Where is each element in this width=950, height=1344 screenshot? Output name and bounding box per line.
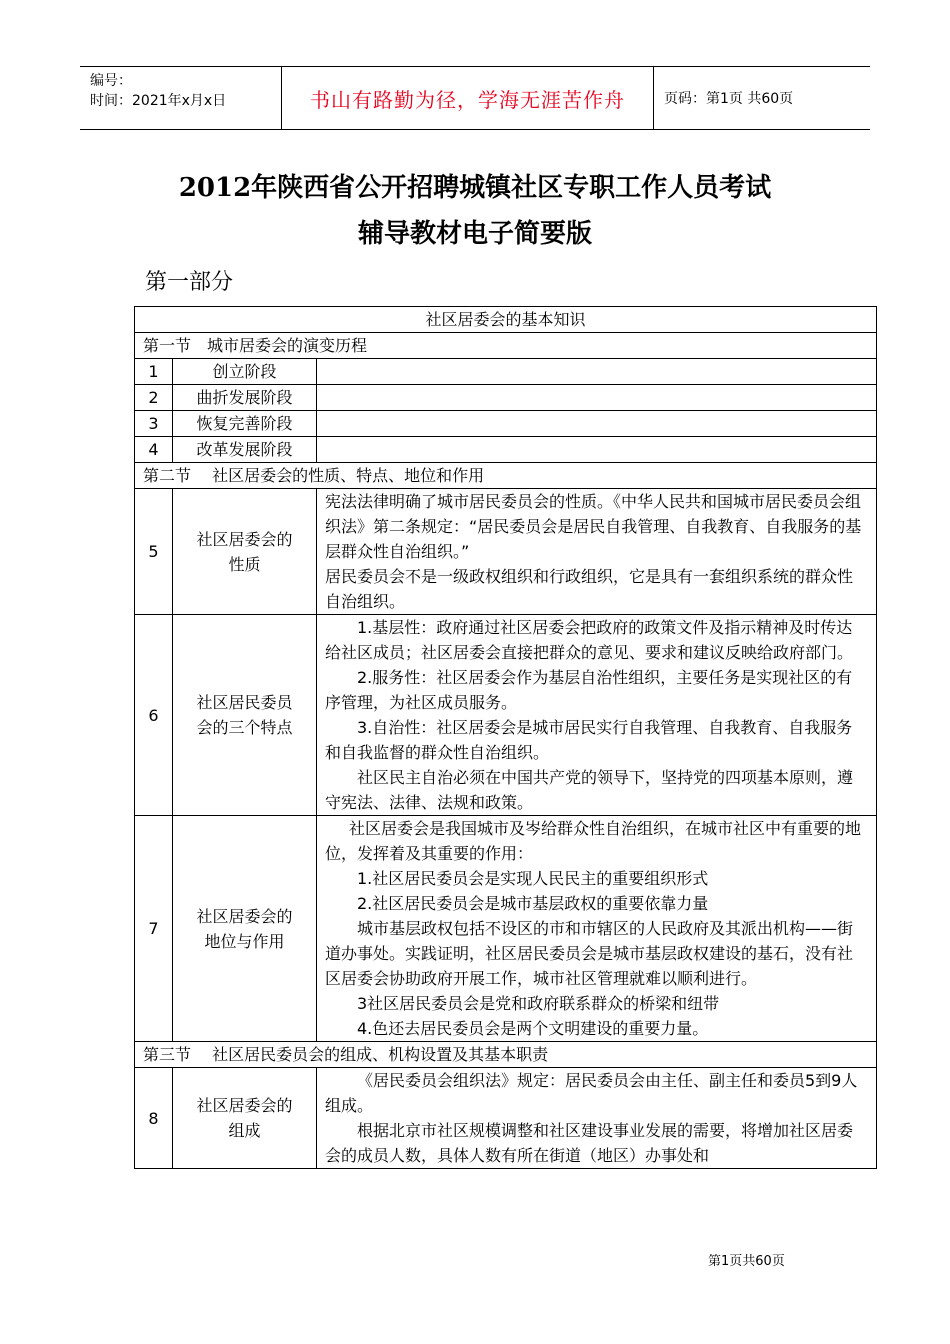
- paragraph: 3社区居民委员会是党和政府联系群众的桥梁和纽带: [357, 994, 720, 1013]
- row-number: 8: [135, 1068, 173, 1169]
- document-title-line1: 2012年陕西省公开招聘城镇社区专职工作人员考试: [178, 173, 772, 203]
- row-item-line: 社区居委会的: [196, 529, 293, 549]
- paragraph: 社区民主自治必须在中国共产党的领导下，坚持党的四项基本原则，遵守宪法、法律、法规和政策。: [325, 768, 854, 812]
- paragraph: 1.社区居民委员会是实现人民民主的重要组织形式: [357, 869, 709, 888]
- row-item: [173, 1068, 317, 1169]
- table-row: [135, 437, 877, 463]
- paragraph: 宪法法律明确了城市居民委员会的性质。《中华人民共和国城市居民委员会组织法》第二条规定：“居民委员会是居民自我管理、自我教育、自我服务的基层群众性自治组织。”: [325, 492, 862, 561]
- knowledge-table: [134, 306, 877, 1169]
- row-number: 2: [135, 385, 173, 411]
- row-number: 3: [135, 411, 173, 437]
- paragraph: 社区居委会是我国城市及岑给群众性自治组织，在城市社区中有重要的地位，发挥着及其重要的作用：: [325, 819, 862, 863]
- table-row: [135, 489, 877, 615]
- table-row: [135, 615, 877, 816]
- row-number: 4: [135, 437, 173, 463]
- row-item: 恢复完善阶段: [173, 411, 317, 437]
- paragraph: 《居民委员会组织法》规定：居民委员会由主任、副主任和委员5到9人组成。: [325, 1071, 858, 1115]
- row-item: [173, 816, 317, 1042]
- header-page-number: 页码：第1页 共60页: [664, 91, 794, 107]
- row-content: [317, 359, 877, 385]
- row-item-line: 会的三个特点: [196, 718, 293, 737]
- row-item-line: 社区居委会的: [196, 906, 293, 926]
- row-content: [317, 437, 877, 463]
- row-item: [173, 489, 317, 615]
- paragraph: 1.基层性：政府通过社区居委会把政府的政策文件及指示精神及时传达给社区成员；社区居委会直接把群众的意见、要求和建议反映给政府部门。: [325, 618, 854, 662]
- row-item-line: 地位与作用: [204, 931, 285, 951]
- row-content: [317, 816, 877, 1042]
- row-content: [317, 615, 877, 816]
- row-item-line: 社区居委会的: [196, 1096, 293, 1115]
- row-content: [317, 489, 877, 615]
- paragraph: 3.自治性：社区居委会是城市居民实行自我管理、自我教育、自我服务和自我监督的群众性自治组织。: [325, 718, 853, 762]
- table-row: [135, 411, 877, 437]
- row-content: [317, 385, 877, 411]
- paragraph: 城市基层政权包括不设区的市和市辖区的人民政府及其派出机构——街道办事处。实践证明，社区居民委员会是城市基层政权建设的基石，没有社区居委会协助政府开展工作，城市社区管理就难以顺利进行。: [325, 919, 854, 988]
- row-item: 改革发展阶段: [173, 437, 317, 463]
- paragraph: 2.社区居民委员会是城市基层政权的重要依靠力量: [357, 894, 709, 913]
- row-number: 5: [135, 489, 173, 615]
- paragraph: 根据北京市社区规模调整和社区建设事业发展的需要，将增加社区居委会的成员人数，具体人数有所在街道（地区）办事处和: [325, 1121, 854, 1165]
- page-header: [80, 66, 870, 130]
- row-content: [317, 411, 877, 437]
- row-item-line: 性质: [228, 554, 261, 574]
- document-title-line2: 辅导教材电子简要版: [357, 219, 592, 249]
- paragraph: 2.服务性：社区居委会作为基层自治性组织，主要任务是实现社区的有序管理，为社区成员服务。: [325, 668, 853, 712]
- table-row: [135, 385, 877, 411]
- row-number: 1: [135, 359, 173, 385]
- paragraph: 居民委员会不是一级政权组织和行政组织，它是具有一套组织系统的群众性自治组织。: [325, 567, 854, 611]
- section-heading-1: 第一节 城市居委会的演变历程: [135, 333, 877, 359]
- row-number: 6: [135, 615, 173, 816]
- row-item: [173, 615, 317, 816]
- table-row: [135, 816, 877, 1042]
- header-meta: [80, 67, 282, 129]
- time-label: 时间：2021年x月x日: [90, 93, 227, 109]
- section-heading-3: 第三节 社区居民委员会的组成、机构设置及其基本职责: [135, 1042, 877, 1068]
- row-item: 创立阶段: [173, 359, 317, 385]
- table-caption: 社区居委会的基本知识: [135, 307, 877, 333]
- code-label: 编号：: [90, 73, 132, 89]
- row-item: 曲折发展阶段: [173, 385, 317, 411]
- page-footer: 第1页共60页: [708, 1254, 785, 1269]
- paragraph: 4.色还去居民委员会是两个文明建设的重要力量。: [357, 1019, 709, 1038]
- part-heading: 第一部分: [145, 270, 234, 295]
- row-content: [317, 1068, 877, 1169]
- row-item-line: 组成: [228, 1121, 261, 1140]
- table-row: [135, 359, 877, 385]
- section-heading-2: 第二节 社区居委会的性质、特点、地位和作用: [135, 463, 877, 489]
- header-motto: 书山有路勤为径，学海无涯苦作舟: [282, 67, 654, 129]
- row-item-line: 社区居民委员: [196, 693, 293, 712]
- row-number: 7: [135, 816, 173, 1042]
- table-row: [135, 1068, 877, 1169]
